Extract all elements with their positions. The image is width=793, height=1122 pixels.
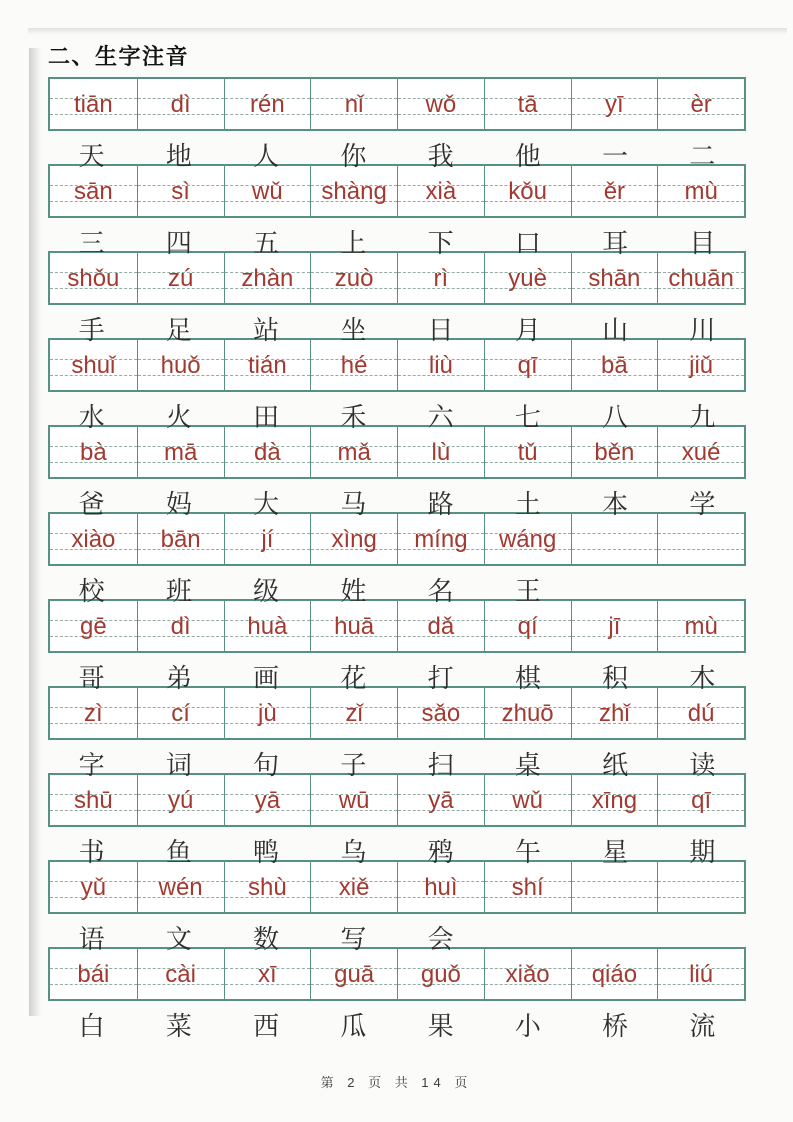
pinyin-syllable: yuè (508, 265, 547, 292)
pinyin-syllable: ěr (603, 178, 626, 205)
pinyin-cell (224, 862, 311, 912)
character-cell: 目 (689, 229, 716, 258)
pinyin-syllable: mù (684, 178, 718, 205)
pinyin-cell (50, 862, 137, 912)
character-cell: 桌 (514, 751, 541, 780)
pinyin-cell (50, 775, 137, 825)
character-cell: 八 (602, 403, 629, 432)
pinyin-syllable: jí (261, 526, 274, 553)
pinyin-syllable: yī (605, 91, 624, 118)
pinyin-guideline (572, 533, 658, 534)
pinyin-cell (397, 79, 484, 129)
pinyin-syllable: míng (414, 526, 468, 553)
pinyin-cell (50, 601, 137, 651)
pinyin-syllable: huì (424, 874, 458, 901)
character-cell: 耳 (602, 229, 629, 258)
pinyin-cell (657, 601, 744, 651)
character-cell: 词 (165, 751, 192, 780)
pinyin-cell (310, 253, 397, 303)
pinyin-table (48, 77, 746, 1041)
character-cell: 田 (253, 403, 280, 432)
character-cell: 九 (689, 403, 716, 432)
pinyin-syllable: yā (254, 787, 281, 814)
character-cell: 小 (514, 1012, 541, 1041)
pinyin-syllable: liù (428, 352, 453, 379)
pinyin-syllable: dú (687, 700, 715, 727)
pinyin-cell (571, 514, 658, 564)
pinyin-syllable: rén (250, 91, 285, 118)
scan-edge-artifact-left (29, 48, 41, 1016)
pinyin-syllable: xiě (338, 874, 370, 901)
pinyin-syllable: cài (165, 961, 196, 988)
pinyin-cell (310, 688, 397, 738)
character-cell: 积 (602, 664, 629, 693)
character-cell: 会 (427, 925, 454, 954)
pinyin-row (48, 338, 746, 392)
pinyin-cell (50, 514, 137, 564)
pinyin-cell (571, 340, 658, 390)
pinyin-cell (484, 775, 571, 825)
character-cell: 口 (514, 229, 541, 258)
character-row (48, 1001, 746, 1041)
pinyin-cell (224, 514, 311, 564)
pinyin-cell (137, 427, 224, 477)
pinyin-cell (397, 601, 484, 651)
pinyin-row (48, 512, 746, 566)
character-row (48, 392, 746, 432)
character-cell: 瓜 (340, 1012, 367, 1041)
pinyin-guideline (658, 549, 744, 550)
pinyin-syllable: dǎ (427, 613, 455, 640)
pinyin-cell (484, 688, 571, 738)
character-row (48, 566, 746, 606)
pinyin-cell (137, 601, 224, 651)
pinyin-syllable: xià (425, 178, 457, 205)
character-cell: 木 (689, 664, 716, 693)
character-cell: 路 (427, 490, 454, 519)
pinyin-cell (137, 862, 224, 912)
character-cell: 鱼 (165, 838, 192, 867)
pinyin-syllable: sì (171, 178, 190, 205)
pinyin-cell (571, 775, 658, 825)
pinyin-cell (397, 166, 484, 216)
pinyin-syllable: shān (588, 265, 641, 292)
pinyin-cell (224, 688, 311, 738)
pinyin-cell (224, 775, 311, 825)
pinyin-syllable: xiǎo (505, 961, 550, 988)
pinyin-guideline (658, 881, 744, 882)
pinyin-cell (657, 340, 744, 390)
pinyin-cell (397, 688, 484, 738)
character-cell: 语 (78, 925, 105, 954)
pinyin-cell (397, 514, 484, 564)
character-cell: 星 (602, 838, 629, 867)
pinyin-cell (310, 79, 397, 129)
character-row (48, 131, 746, 171)
pinyin-syllable: tā (517, 91, 538, 118)
pinyin-syllable: wū (338, 787, 370, 814)
pinyin-syllable: xué (681, 439, 721, 466)
pinyin-cell (571, 427, 658, 477)
character-row (48, 653, 746, 693)
pinyin-syllable: tián (248, 352, 287, 379)
character-cell: 校 (78, 577, 105, 606)
pinyin-syllable: qī (517, 352, 538, 379)
pinyin-cell (50, 427, 137, 477)
character-cell: 鸦 (427, 838, 454, 867)
character-cell: 弟 (165, 664, 192, 693)
pinyin-syllable: bái (77, 961, 110, 988)
pinyin-cell (224, 949, 311, 999)
pinyin-syllable: dì (170, 613, 191, 640)
pinyin-cell (484, 949, 571, 999)
pinyin-guideline (572, 897, 658, 898)
character-cell: 流 (689, 1012, 716, 1041)
character-cell: 王 (514, 577, 541, 606)
pinyin-syllable: cí (171, 700, 190, 727)
character-row (48, 740, 746, 780)
character-cell: 果 (427, 1012, 454, 1041)
character-cell: 一 (602, 142, 629, 171)
pinyin-cell (657, 427, 744, 477)
pinyin-syllable: liú (689, 961, 714, 988)
pinyin-syllable: hé (340, 352, 368, 379)
pinyin-cell (224, 340, 311, 390)
pinyin-syllable: lù (431, 439, 451, 466)
character-cell: 午 (514, 838, 541, 867)
pinyin-cell (657, 775, 744, 825)
pinyin-row (48, 599, 746, 653)
pinyin-cell (657, 79, 744, 129)
pinyin-cell (657, 949, 744, 999)
pinyin-cell (397, 862, 484, 912)
pinyin-cell (137, 340, 224, 390)
pinyin-cell (484, 166, 571, 216)
pinyin-syllable: shuǐ (71, 352, 116, 379)
pinyin-syllable: wǔ (512, 787, 543, 814)
pinyin-row (48, 251, 746, 305)
pinyin-cell (484, 514, 571, 564)
character-cell: 名 (427, 577, 454, 606)
pinyin-cell (571, 601, 658, 651)
character-cell: 日 (427, 316, 454, 345)
pinyin-cell (137, 253, 224, 303)
character-cell: 坐 (340, 316, 367, 345)
character-cell: 西 (253, 1012, 280, 1041)
pinyin-syllable: mù (684, 613, 718, 640)
character-cell: 子 (340, 751, 367, 780)
pinyin-syllable: tiān (74, 91, 113, 118)
pinyin-cell (224, 166, 311, 216)
pinyin-syllable: chuān (668, 265, 734, 292)
pinyin-syllable: bān (160, 526, 201, 553)
pinyin-cell (571, 862, 658, 912)
pinyin-cell (137, 79, 224, 129)
pinyin-cell (657, 514, 744, 564)
pinyin-cell (571, 253, 658, 303)
character-cell: 他 (514, 142, 541, 171)
section-title: 二、生字注音 (48, 44, 190, 69)
pinyin-syllable: shū (74, 787, 113, 814)
pinyin-row (48, 773, 746, 827)
pinyin-syllable: xīng (591, 787, 638, 814)
character-cell: 禾 (340, 403, 367, 432)
character-cell: 山 (602, 316, 629, 345)
pinyin-row (48, 425, 746, 479)
scan-edge-artifact-top (28, 28, 787, 35)
pinyin-syllable: wáng (498, 526, 557, 553)
character-cell: 足 (165, 316, 192, 345)
pinyin-syllable: huà (247, 613, 288, 640)
pinyin-syllable: dì (170, 91, 191, 118)
character-cell: 地 (165, 142, 192, 171)
pinyin-syllable: jiǔ (689, 352, 714, 379)
pinyin-guideline (572, 881, 658, 882)
pinyin-syllable: shǒu (67, 265, 120, 292)
pinyin-syllable: yú (167, 787, 194, 814)
character-cell: 月 (514, 316, 541, 345)
pinyin-cell (50, 79, 137, 129)
pinyin-syllable: tǔ (517, 439, 538, 466)
character-row (48, 479, 746, 519)
pinyin-syllable: huā (334, 613, 375, 640)
pinyin-cell (571, 79, 658, 129)
character-cell: 四 (165, 229, 192, 258)
pinyin-syllable: zú (167, 265, 194, 292)
pinyin-cell (310, 949, 397, 999)
pinyin-cell (137, 775, 224, 825)
pinyin-syllable: zhàn (241, 265, 294, 292)
pinyin-syllable: jù (258, 700, 277, 727)
pinyin-syllable: bà (80, 439, 107, 466)
pinyin-cell (657, 253, 744, 303)
character-cell: 乌 (340, 838, 367, 867)
character-cell: 火 (165, 403, 192, 432)
character-cell: 马 (340, 490, 367, 519)
pinyin-syllable: xī (258, 961, 277, 988)
pinyin-cell (571, 688, 658, 738)
pinyin-syllable: jī (608, 613, 621, 640)
pinyin-cell (397, 253, 484, 303)
character-cell: 学 (689, 490, 716, 519)
pinyin-cell (657, 862, 744, 912)
pinyin-syllable: shàng (321, 178, 387, 205)
pinyin-syllable: zǐ (345, 700, 363, 727)
pinyin-row (48, 77, 746, 131)
character-cell: 水 (78, 403, 105, 432)
pinyin-cell (50, 949, 137, 999)
character-cell: 爸 (78, 490, 105, 519)
character-cell: 下 (427, 229, 454, 258)
pinyin-cell (310, 514, 397, 564)
pinyin-syllable: zhuō (501, 700, 554, 727)
pinyin-cell (310, 862, 397, 912)
pinyin-syllable: sān (74, 178, 113, 205)
character-cell: 天 (78, 142, 105, 171)
pinyin-syllable: guǒ (420, 961, 461, 988)
character-cell: 写 (340, 925, 367, 954)
pinyin-syllable: kǒu (508, 178, 547, 205)
character-cell: 文 (165, 925, 192, 954)
character-cell: 手 (78, 316, 105, 345)
pinyin-row (48, 164, 746, 218)
character-cell: 字 (78, 751, 105, 780)
pinyin-syllable: qí (517, 613, 538, 640)
pinyin-cell (657, 166, 744, 216)
character-cell: 人 (253, 142, 280, 171)
pinyin-syllable: qiáo (591, 961, 638, 988)
pinyin-syllable: zhǐ (599, 700, 630, 727)
pinyin-syllable: xìng (331, 526, 377, 553)
character-cell: 上 (340, 229, 367, 258)
pinyin-cell (224, 427, 311, 477)
character-cell: 桥 (602, 1012, 629, 1041)
pinyin-syllable: rì (433, 265, 449, 292)
pinyin-cell (484, 601, 571, 651)
character-cell: 纸 (602, 751, 629, 780)
pinyin-syllable: yā (428, 787, 454, 814)
page-number: 第 2 页 共 14 页 (320, 1075, 473, 1090)
character-cell: 扫 (427, 751, 454, 780)
character-cell: 白 (78, 1012, 105, 1041)
character-cell: 菜 (165, 1012, 192, 1041)
pinyin-syllable: èr (690, 91, 712, 118)
pinyin-syllable: zuò (334, 265, 374, 292)
pinyin-row (48, 860, 746, 914)
pinyin-cell (50, 688, 137, 738)
pinyin-cell (137, 166, 224, 216)
pinyin-syllable: sǎo (421, 700, 461, 727)
character-cell: 句 (253, 751, 280, 780)
character-cell: 画 (253, 664, 280, 693)
pinyin-guideline (658, 533, 744, 534)
pinyin-syllable: xiào (71, 526, 116, 553)
pinyin-cell (397, 427, 484, 477)
character-cell: 我 (427, 142, 454, 171)
pinyin-syllable: mǎ (337, 439, 371, 466)
pinyin-syllable: běn (594, 439, 635, 466)
character-cell: 妈 (165, 490, 192, 519)
pinyin-syllable: qī (691, 787, 712, 814)
pinyin-syllable: guā (334, 961, 375, 988)
character-cell: 花 (340, 664, 367, 693)
character-row (48, 305, 746, 345)
pinyin-cell (571, 949, 658, 999)
pinyin-cell (484, 862, 571, 912)
pinyin-cell (310, 166, 397, 216)
pinyin-cell (484, 340, 571, 390)
pinyin-cell (310, 427, 397, 477)
pinyin-cell (50, 166, 137, 216)
character-row (48, 914, 746, 954)
character-cell: 哥 (78, 664, 105, 693)
character-cell: 三 (78, 229, 105, 258)
character-cell: 班 (165, 577, 192, 606)
character-cell: 六 (427, 403, 454, 432)
pinyin-cell (137, 949, 224, 999)
character-cell: 大 (253, 490, 280, 519)
character-row (48, 827, 746, 867)
pinyin-syllable: wǔ (252, 178, 283, 205)
pinyin-cell (310, 775, 397, 825)
pinyin-cell (137, 514, 224, 564)
character-cell: 书 (78, 838, 105, 867)
pinyin-cell (484, 427, 571, 477)
pinyin-cell (657, 688, 744, 738)
pinyin-syllable: bā (601, 352, 628, 379)
pinyin-cell (397, 340, 484, 390)
pinyin-guideline (658, 897, 744, 898)
pinyin-cell (571, 166, 658, 216)
pinyin-guideline (572, 549, 658, 550)
character-cell: 数 (253, 925, 280, 954)
pinyin-row (48, 947, 746, 1001)
pinyin-syllable: wén (158, 874, 203, 901)
pinyin-syllable: dà (254, 439, 281, 466)
pinyin-row (48, 686, 746, 740)
character-cell: 鸭 (253, 838, 280, 867)
pinyin-cell (224, 79, 311, 129)
character-cell: 棋 (514, 664, 541, 693)
pinyin-cell (484, 79, 571, 129)
pinyin-syllable: huǒ (160, 352, 201, 379)
pinyin-syllable: shù (248, 874, 287, 901)
character-cell: 土 (514, 490, 541, 519)
pinyin-syllable: nǐ (344, 91, 364, 118)
pinyin-syllable: shí (511, 874, 544, 901)
character-cell: 本 (602, 490, 629, 519)
character-cell: 姓 (340, 577, 367, 606)
character-cell: 七 (514, 403, 541, 432)
pinyin-cell (224, 253, 311, 303)
pinyin-cell (137, 688, 224, 738)
character-cell: 川 (689, 316, 716, 345)
character-cell: 二 (689, 142, 716, 171)
pinyin-cell (50, 340, 137, 390)
character-cell: 五 (253, 229, 280, 258)
pinyin-syllable: mā (163, 439, 198, 466)
character-cell: 期 (689, 838, 716, 867)
character-cell: 级 (253, 577, 280, 606)
pinyin-cell (310, 340, 397, 390)
pinyin-syllable: gē (80, 613, 107, 640)
pinyin-cell (224, 601, 311, 651)
character-cell: 站 (253, 316, 280, 345)
pinyin-syllable: zì (84, 700, 103, 727)
character-row (48, 218, 746, 258)
pinyin-cell (50, 253, 137, 303)
pinyin-syllable: yǔ (80, 874, 107, 901)
character-cell: 你 (340, 142, 367, 171)
pinyin-cell (484, 253, 571, 303)
pinyin-syllable: wǒ (425, 91, 457, 118)
pinyin-cell (397, 775, 484, 825)
character-cell: 打 (427, 664, 454, 693)
pinyin-cell (310, 601, 397, 651)
character-cell: 读 (689, 751, 716, 780)
pinyin-cell (397, 949, 484, 999)
